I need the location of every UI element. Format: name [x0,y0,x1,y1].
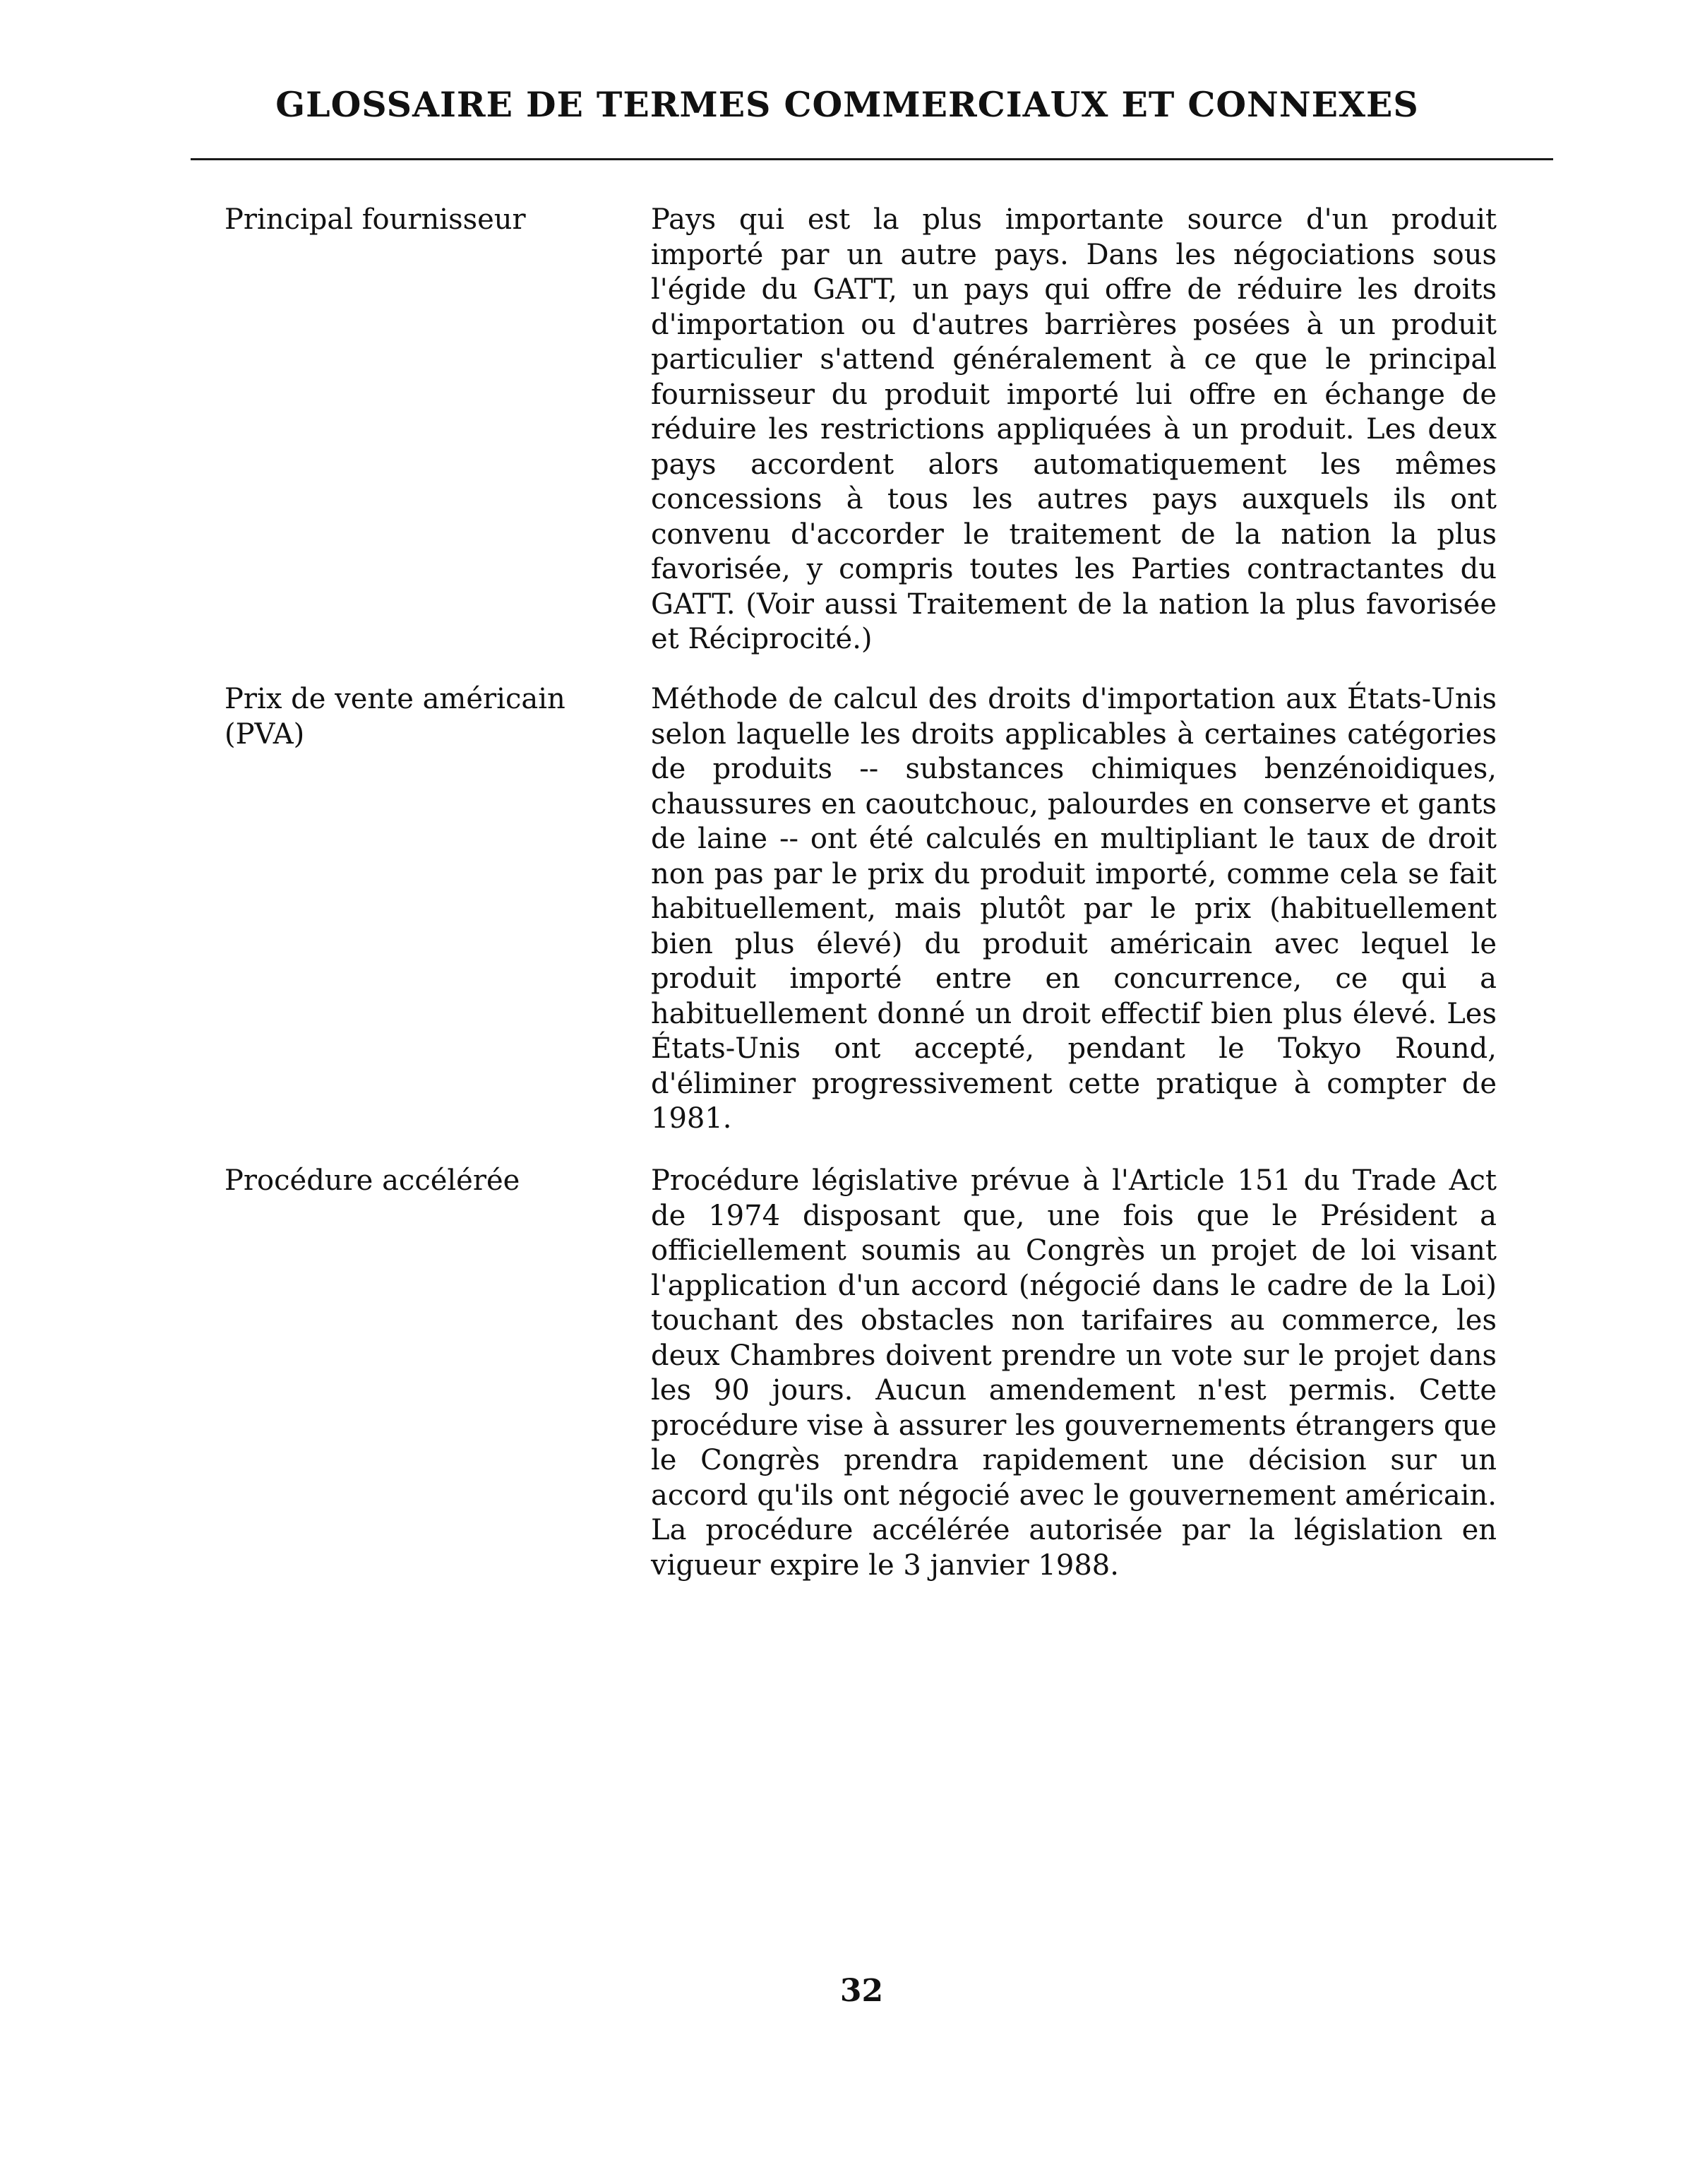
glossary-definition: Méthode de calcul des droits d'importation aux États-Unis selon laquelle les droits applicables à certaines catégories de produits -- substances chimiques benzénoidiques, chaussures en caoutchouc, palourdes en conserve et gants de laine -- ont été calculés en multipliant le taux de droit non pas par le prix du produit importé, comme cela se fait habituellement, mais plutôt par le prix (habituellement bien plus élevé) du produit américain avec lequel le produit importé entre en concurrence, ce qui a habituellement donné un droit effectif bien plus élevé. Les États-Unis ont accepté, pendant le Tokyo Round, d'éliminer progressivement cette pratique à compter de 1981. [651,683,1497,1135]
glossary-definition: Pays qui est la plus importante source d'un produit importé par un autre pays. Dans les négociations sous l'égide du GATT, un pays qui offre de réduire les droits d'importation ou d'autres barrières posées à un produit particulier s'attend généralement à ce que le principal fournisseur du produit importé lui offre en échange de réduire les restrictions appliquées à un produit. Les deux pays accordent alors automatiquement les mêmes concessions à tous les autres pays auxquels ils ont convenu d'accorder le traitement de la nation la plus favorisée, y compris toutes les Parties contractantes du GATT. (Voir aussi Traitement de la nation la plus favorisée et Réciprocité.) [651,203,1497,655]
page-number: 32 [839,1973,884,2009]
title-divider [191,158,1553,160]
glossary-term: Prix de vente américain (PVA) [225,683,565,751]
page-title: GLOSSAIRE DE TERMES COMMERCIAUX ET CONNEXES [275,84,1419,125]
glossary-term: Procédure accélérée [225,1164,520,1197]
glossary-definition: Procédure législative prévue à l'Article 151 du Trade Act de 1974 disposant que, une fois que le Président a officiellement soumis au Congrès un projet de loi visant l'application d'un accord (négocié dans le cadre de la Loi) touchant des obstacles non tarifaires au commerce, les deux Chambres doivent prendre un vote sur le projet dans les 90 jours. Aucun amendement n'est permis. Cette procédure vise à assurer les gouvernements étrangers que le Congrès prendra rapidement une décision sur un accord qu'ils ont négocié avec le gouvernement américain. La procédure accélérée autorisée par la législation en vigueur expire le 3 janvier 1988. [651,1164,1497,1582]
glossary-term: Principal fournisseur [225,203,526,236]
